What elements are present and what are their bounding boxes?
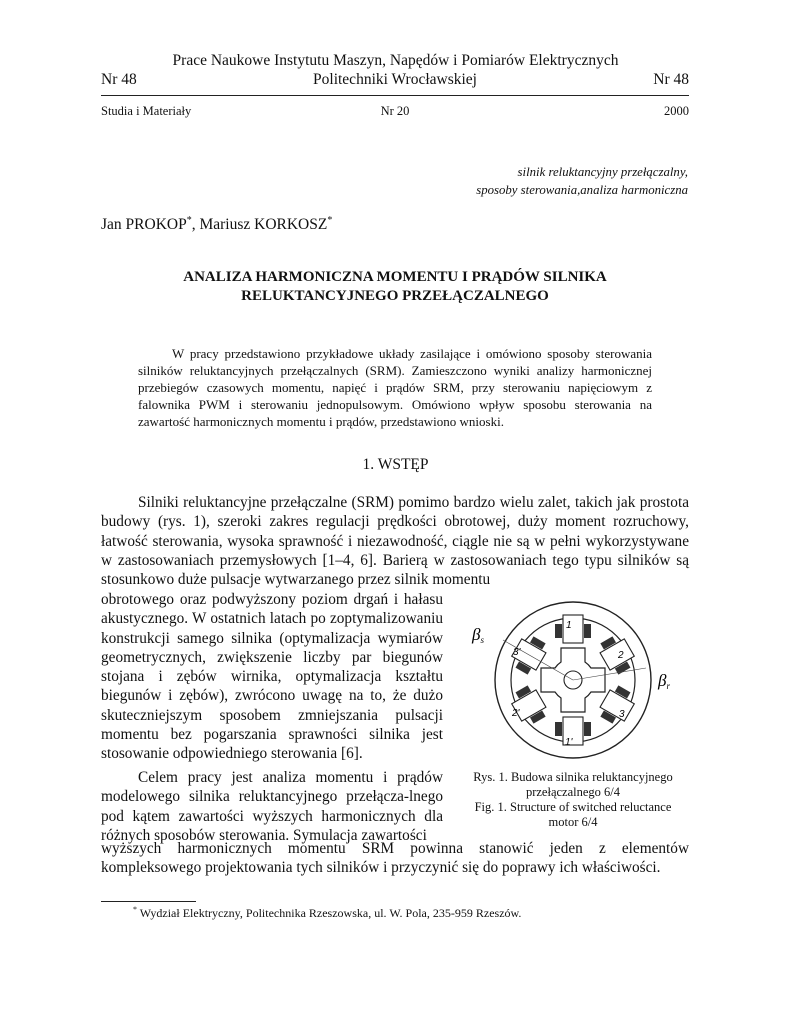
winding <box>584 624 591 638</box>
paragraph-aim: Celem pracy jest analiza momentu i prądów modelowego silnika reluktancyjnego przełącza-lnego pod kątem zawartości wyższych harmonicznych dla różnych sposobów sterowania. Symulacja zawartości <box>101 769 443 844</box>
author-2: Mariusz KORKOSZ <box>199 216 328 234</box>
pole-label: 1' <box>565 737 573 748</box>
journal-university: Politechniki Wrocławskiej <box>313 71 477 88</box>
winding <box>555 624 562 638</box>
author-1: Jan PROKOP <box>101 216 187 234</box>
series-name: Studia i Materiały <box>101 104 192 118</box>
header-rule <box>101 95 689 96</box>
pole-label: 1 <box>566 620 572 631</box>
title-line: ANALIZA HARMONICZNA MOMENTU I PRĄDÓW SILNIKA <box>183 269 607 285</box>
series-year: 2000 <box>664 104 689 118</box>
beta-r-label: βr <box>658 671 670 691</box>
issue-number-left: Nr 48 <box>101 71 137 88</box>
pole-label: 3 <box>619 709 625 720</box>
keyword-line: sposoby sterowania,analiza harmoniczna <box>476 183 688 197</box>
paragraph-intro: Silniki reluktancyjne przełączalne (SRM) pomimo bardzo wielu zalet, takich jak prostota budowy (rys. 1), szeroki zakres regulacji prędkości obrotowej, duży moment rozruchowy, łatwość sterowania, wysoka sprawność i niezawodność, ciągle nie są w pełni wykorzystywane w zastosowaniach przemysłowych [1–4, 6]. Barierą w zastosowaniach tego typu silników są stosunkowo duże pulsacje wytwarzanego przez silnik momentu <box>101 494 689 589</box>
caption-line: motor 6/4 <box>548 815 598 829</box>
footnote-mark: * <box>133 905 137 914</box>
footnote-rule <box>101 901 196 902</box>
series-number: Nr 20 <box>380 104 410 118</box>
pole-label: 2' <box>512 708 520 719</box>
issue-number-right: Nr 48 <box>653 71 689 88</box>
pole-label: 3' <box>513 647 521 658</box>
keyword-line: silnik reluktancyjny przełączalny, <box>517 165 688 179</box>
paragraph-aim-cont: wyższych harmonicznych momentu SRM powinna stanowić jeden z elementów kompleksowego projektowania tych silników i przyczynić się do poprawy ich właściwości. <box>101 840 689 877</box>
figure-caption <box>458 770 688 830</box>
abstract: W pracy przedstawiono przykładowe układy zasilające i omówiono sposoby sterowania silników reluktancyjnych przełączalnych (SRM). Zamieszczono wyniki analizy harmonicznej przebiegów czasowych momentu, napięć i prądów SRM, przy sterowaniu napięciowym z falownika PWM i sterowaniu jednopulsowym. Omówiono wpływ sposobu sterowania na zawartość harmonicznych momentu i prądów, przedstawiono wnioski. <box>138 346 652 429</box>
paragraph-wrap: obrotowego oraz podwyższony poziom drgań i hałasu akustycznego. W ostatnich latach po zoptymalizowaniu konstrukcji samego silnika (optymalizacja wymiarów geometrycznych, zwiększenie liczby par biegunów stojana i zębów wirnika, optymalizacja kształtu biegunów i zębów), zwrócono uwagę na to, że dużo skuteczniejszym sposobem zmniejszania pulsacji momentu bez pogarszania sprawności silnika jest stosowanie odpowiedniego sterowania [6]. <box>101 591 443 763</box>
journal-title: Prace Naukowe Instytutu Maszyn, Napędów i Pomiarów Elektrycznych <box>172 52 619 69</box>
footnote <box>133 905 521 921</box>
winding <box>555 722 562 736</box>
winding <box>584 722 591 736</box>
caption-line: Fig. 1. Structure of switched reluctance <box>474 800 672 814</box>
title-line: RELUKTANCYJNEGO PRZEŁĄCZALNEGO <box>241 288 549 304</box>
authors <box>101 215 332 234</box>
caption-line: przełączalnego 6/4 <box>525 785 621 799</box>
caption-line: Rys. 1. Budowa silnika reluktancyjnego <box>473 770 673 784</box>
motor-structure-figure <box>468 600 678 760</box>
author-mark: * <box>186 215 192 226</box>
author-mark: * <box>327 215 333 226</box>
author-sep: , <box>191 216 200 234</box>
section-heading: 1. WSTĘP <box>362 456 429 473</box>
pole-label: 2 <box>618 650 624 661</box>
footnote-text: Wydział Elektryczny, Politechnika Rzeszowska, ul. W. Pola, 235-959 Rzeszów. <box>137 906 522 920</box>
paper-title <box>101 268 689 306</box>
keywords <box>476 163 688 199</box>
beta-s-label: βs <box>472 625 484 645</box>
